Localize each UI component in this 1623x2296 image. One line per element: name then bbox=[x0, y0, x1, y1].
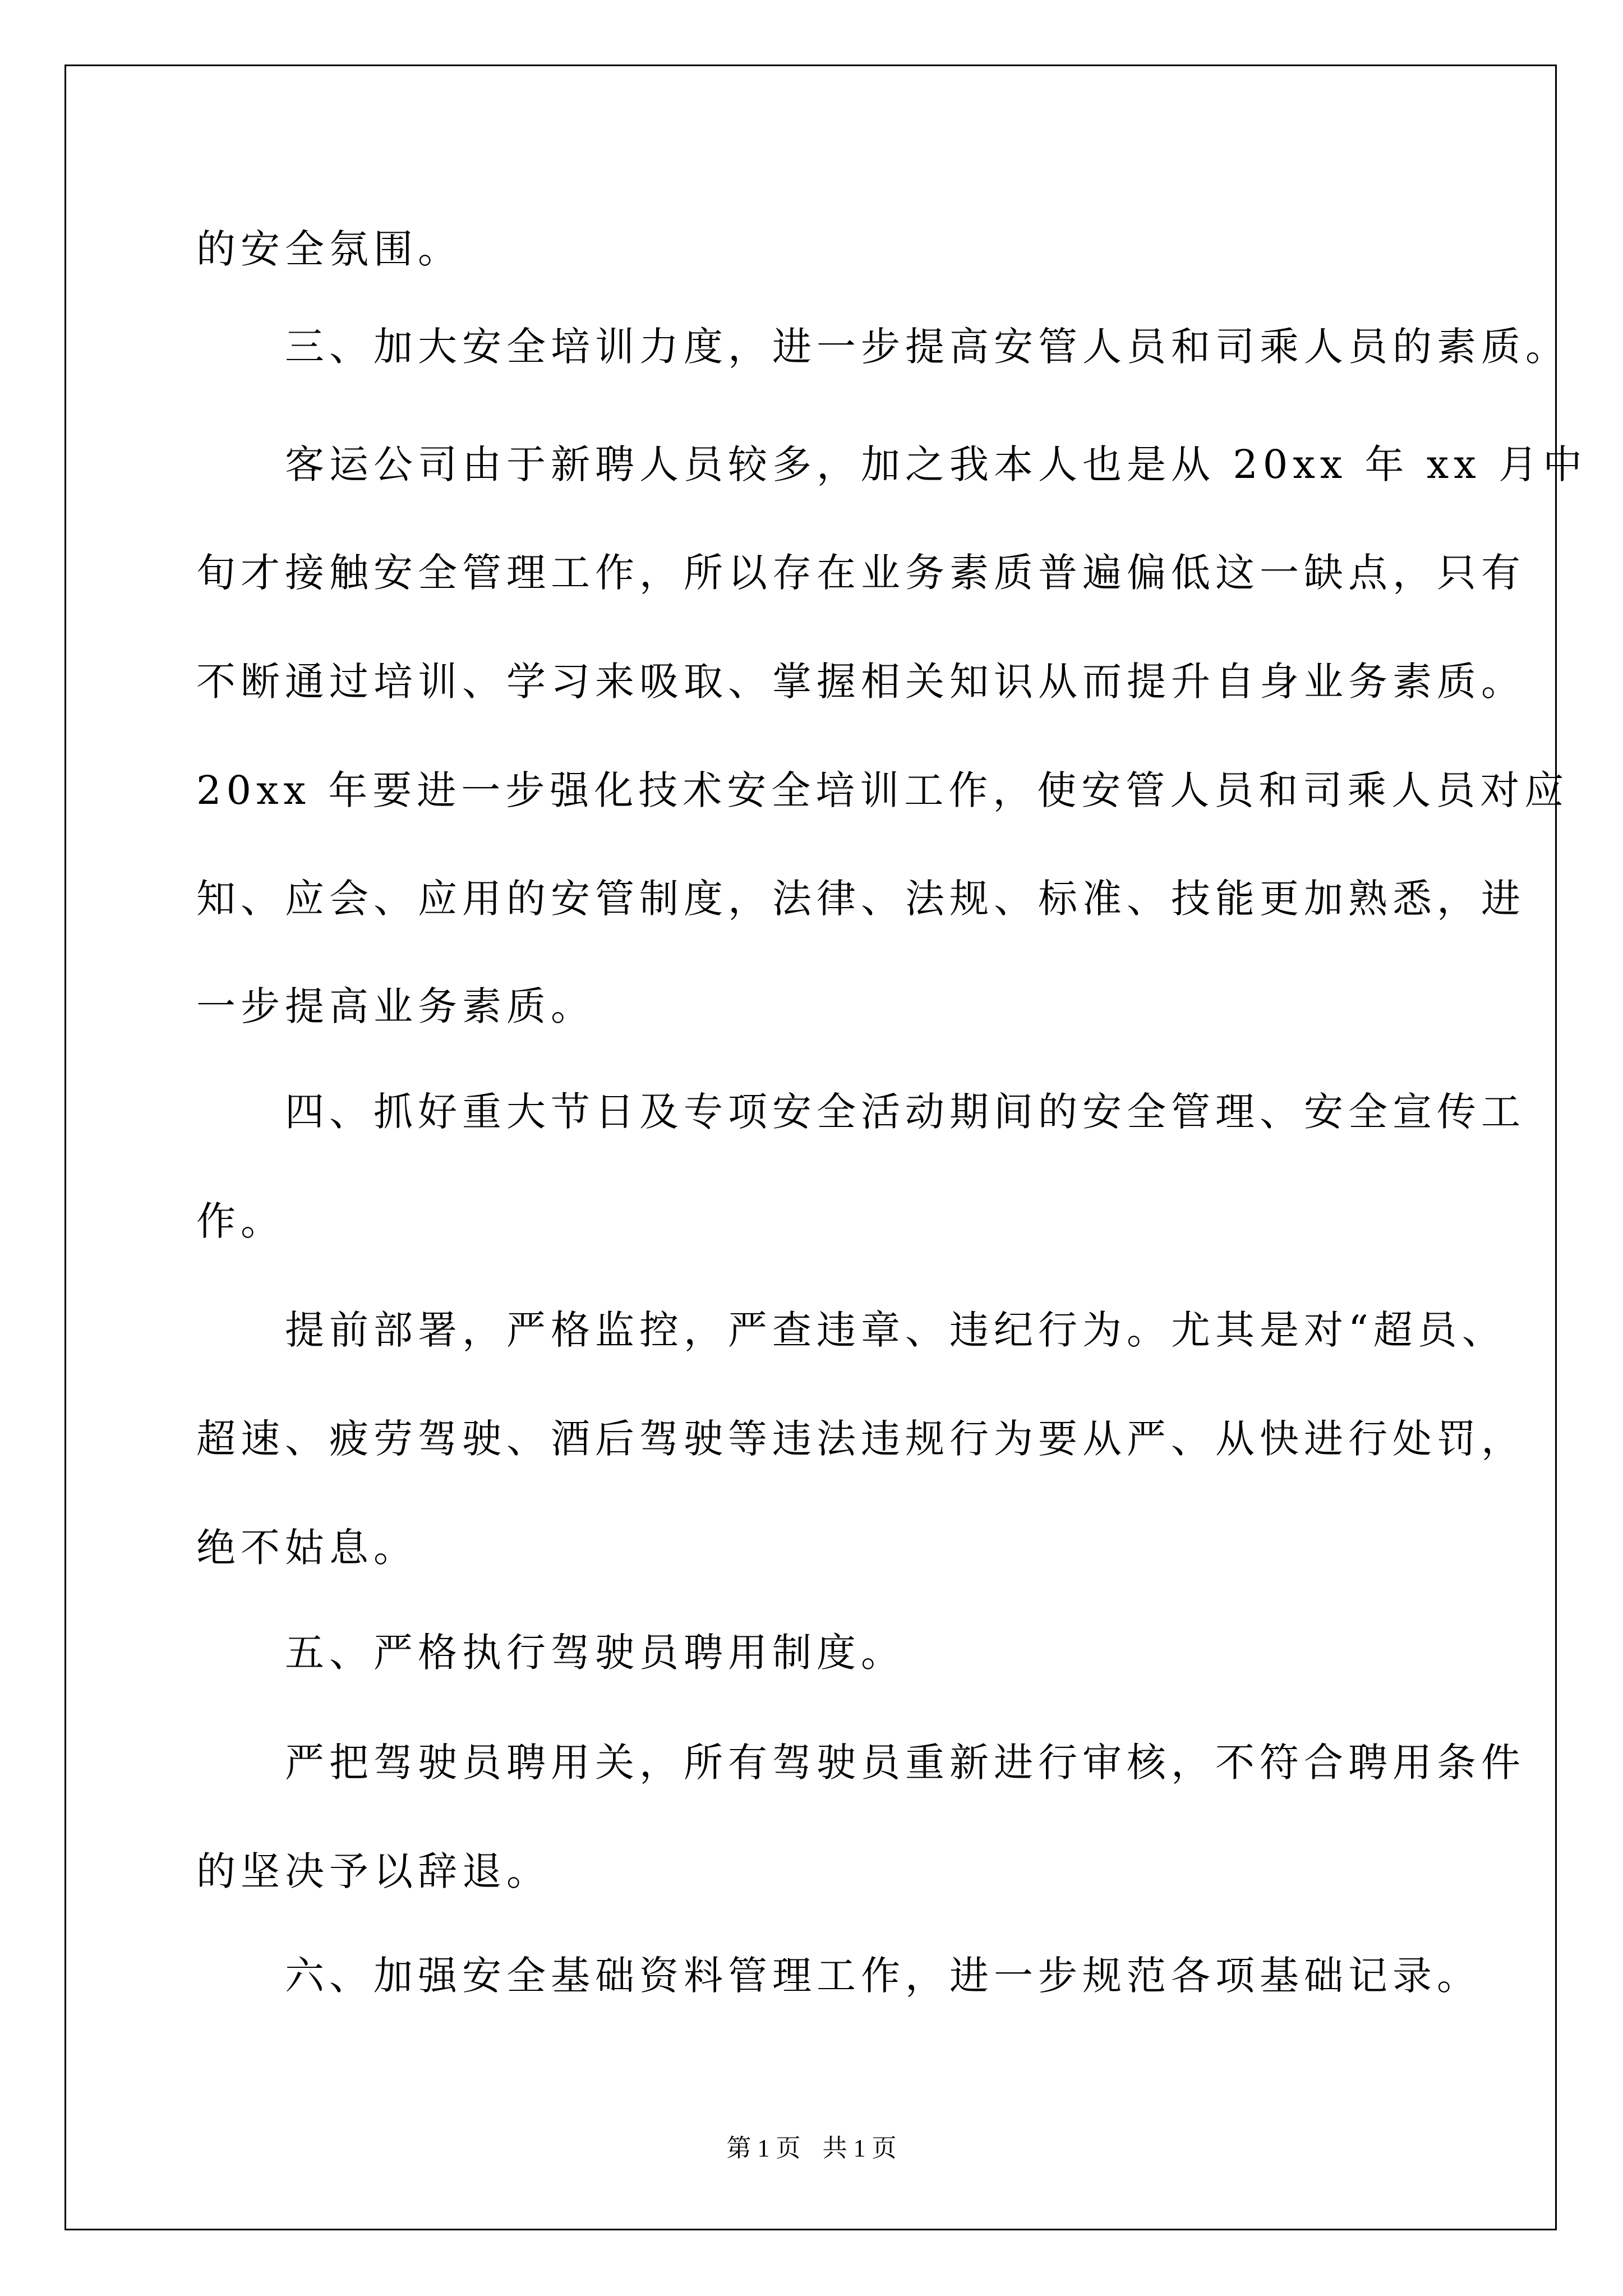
paragraph-line: 知、应会、应用的安管制度，法律、法规、标准、技能更加熟悉，进 bbox=[196, 876, 1525, 922]
paragraph-line: 20xx 年要进一步强化技术安全培训工作，使安管人员和司乘人员对应 bbox=[196, 767, 1569, 813]
paragraph-line: 旬才接触安全管理工作，所以存在业务素质普遍偏低这一缺点，只有 bbox=[196, 550, 1525, 596]
paragraph-line: 五、严格执行驾驶员聘用制度。 bbox=[196, 1630, 905, 1676]
paragraph-line: 作。 bbox=[196, 1198, 285, 1244]
paragraph-line: 四、抓好重大节日及专项安全活动期间的安全管理、安全宣传工 bbox=[196, 1089, 1525, 1135]
paragraph-line: 提前部署，严格监控，严查违章、违纪行为。尤其是对“超员、 bbox=[196, 1307, 1506, 1353]
page-total: 共 1 页 bbox=[822, 2134, 897, 2162]
paragraph-line: 客运公司由于新聘人员较多，加之我本人也是从 20xx 年 xx 月中 bbox=[196, 441, 1587, 487]
paragraph-line: 绝不姑息。 bbox=[196, 1525, 418, 1571]
paragraph-line: 的坚决予以辞退。 bbox=[196, 1848, 551, 1894]
page-number: 第 1 页 bbox=[726, 2134, 801, 2162]
paragraph-line: 严把驾驶员聘用关，所有驾驶员重新进行审核，不符合聘用条件 bbox=[196, 1740, 1525, 1786]
paragraph-line: 不断通过培训、学习来吸取、掌握相关知识从而提升自身业务素质。 bbox=[196, 659, 1525, 705]
page-border bbox=[64, 65, 1587, 2230]
paragraph-line: 超速、疲劳驾驶、酒后驾驶等违法违规行为要从严、从快进行处罚， bbox=[196, 1416, 1525, 1462]
paragraph-line: 的安全氛围。 bbox=[196, 226, 462, 272]
paragraph-line: 三、加大安全培训力度，进一步提高安管人员和司乘人员的素质。 bbox=[196, 324, 1570, 370]
page-footer bbox=[0, 2134, 1623, 2162]
paragraph-line: 一步提高业务素质。 bbox=[196, 983, 595, 1029]
paragraph-line: 六、加强安全基础资料管理工作，进一步规范各项基础记录。 bbox=[196, 1953, 1481, 1999]
